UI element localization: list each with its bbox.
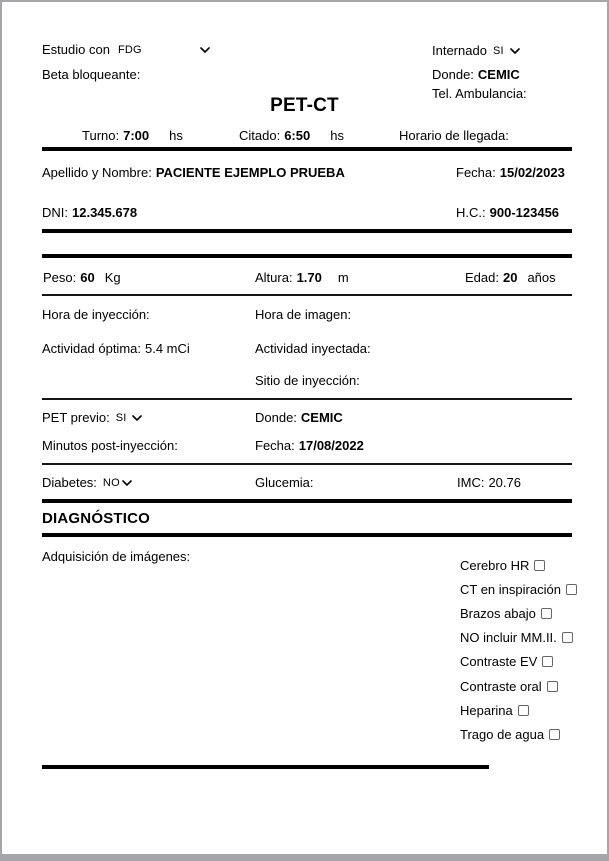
checkbox-label: Brazos abajo: [460, 605, 536, 621]
sitio-inyeccion-label: Sitio de inyección:: [255, 373, 360, 388]
hc-value: 900-123456: [489, 205, 560, 220]
hora-inyeccion-label: Hora de inyección:: [42, 307, 150, 322]
edad-field: [465, 270, 556, 285]
edad-value: 20: [502, 270, 518, 285]
altura-value: 1.70: [296, 270, 322, 285]
apellido-nombre-field: [42, 165, 345, 180]
divider: [42, 533, 572, 537]
donde-internado-field: [432, 67, 520, 82]
turno-unit: hs: [169, 128, 183, 143]
chevron-down-icon: [200, 47, 210, 53]
checkbox-label: Contraste EV: [460, 654, 538, 670]
checkbox-row: [460, 650, 577, 674]
altura-unit: m: [337, 270, 349, 285]
diagnostico-heading: DIAGNÓSTICO: [42, 510, 151, 527]
sitio-inyeccion-field: [255, 373, 360, 388]
tel-ambulancia-label: Tel. Ambulancia:: [432, 86, 527, 101]
donde-pet-previo-label: Donde:: [255, 410, 297, 425]
internado-field: [432, 43, 520, 58]
chevron-down-icon: [510, 48, 520, 54]
apellido-nombre-label: Apellido y Nombre:: [42, 165, 152, 180]
glucemia-label: Glucemia:: [255, 475, 314, 490]
page-title: PET-CT: [270, 95, 339, 116]
checkbox-label: Contraste oral: [460, 678, 542, 694]
checkbox-label: Trago de agua: [460, 726, 545, 742]
beta-bloqueante-label: Beta bloqueante:: [42, 67, 141, 82]
imc-label: IMC:: [457, 475, 485, 490]
pet-previo-select[interactable]: [116, 412, 143, 424]
checkbox-row: [460, 601, 577, 625]
imc-field: [457, 475, 521, 490]
chevron-down-icon: [122, 480, 132, 486]
altura-label: Altura:: [255, 270, 293, 285]
checkbox[interactable]: [562, 632, 573, 643]
actividad-inyectada-label: Actividad inyectada:: [255, 341, 371, 356]
divider: [42, 229, 572, 233]
turno-field: [82, 128, 183, 143]
checkbox[interactable]: [542, 656, 553, 667]
apellido-nombre-value: PACIENTE EJEMPLO PRUEBA: [155, 165, 345, 180]
chevron-down-icon: [132, 415, 142, 421]
divider: [42, 463, 572, 465]
checkbox-row: [460, 553, 577, 577]
checkbox[interactable]: [518, 705, 529, 716]
horario-llegada-label: Horario de llegada:: [399, 128, 509, 143]
hc-field: [456, 205, 559, 220]
actividad-optima-value: 5.4 mCi: [145, 341, 190, 356]
donde-label: Donde:: [432, 67, 474, 82]
diabetes-field: [42, 475, 132, 490]
fecha-value: 15/02/2023: [499, 165, 565, 180]
checkbox-row: [460, 577, 577, 601]
imc-value: 20.76: [488, 475, 521, 490]
fecha-label: Fecha:: [456, 165, 496, 180]
estudio-con-value: FDG: [117, 43, 142, 56]
hora-imagen-field: [255, 307, 351, 322]
image-options-checkbox-list: [460, 553, 577, 747]
actividad-inyectada-field: [255, 341, 371, 356]
hc-label: H.C.:: [456, 205, 486, 220]
checkbox-label: NO incluir MM.II.: [460, 630, 557, 646]
checkbox-label: CT en inspiración: [460, 581, 561, 597]
turno-value: 7:00: [123, 128, 150, 143]
divider: [42, 147, 572, 151]
minutos-post-inyeccion-field: [42, 438, 178, 453]
estudio-con-field: [42, 42, 210, 57]
peso-field: [43, 270, 121, 285]
checkbox-row: [460, 698, 577, 722]
fecha-field: [456, 165, 565, 180]
internado-select[interactable]: [493, 45, 520, 57]
peso-unit: Kg: [104, 270, 121, 285]
diabetes-label: Diabetes:: [42, 475, 97, 490]
internado-label: Internado: [432, 43, 487, 58]
checkbox-label: Cerebro HR: [460, 557, 530, 573]
actividad-optima-field: [42, 341, 190, 356]
adquisicion-imagenes-label: Adquisición de imágenes:: [42, 549, 191, 564]
checkbox-label: Heparina: [460, 702, 513, 718]
citado-unit: hs: [330, 128, 344, 143]
pet-previo-label: PET previo:: [42, 410, 110, 425]
actividad-optima-label: Actividad óptima:: [42, 341, 141, 356]
citado-value: 6:50: [284, 128, 311, 143]
pet-previo-value: SI: [115, 411, 127, 424]
checkbox[interactable]: [534, 560, 545, 571]
minutos-post-inyeccion-label: Minutos post-inyección:: [42, 438, 178, 453]
fecha-pet-previo-label: Fecha:: [255, 438, 295, 453]
adquisicion-imagenes-field: [42, 549, 190, 564]
diabetes-select[interactable]: [103, 477, 132, 489]
divider: [42, 765, 489, 769]
estudio-con-select[interactable]: [118, 44, 210, 56]
hora-inyeccion-field: [42, 307, 150, 322]
donde-value: CEMIC: [477, 67, 520, 82]
checkbox[interactable]: [541, 608, 552, 619]
internado-value: SI: [492, 44, 504, 57]
checkbox[interactable]: [547, 681, 558, 692]
glucemia-field: [255, 475, 314, 490]
dni-label: DNI:: [42, 205, 68, 220]
checkbox-row: [460, 722, 577, 746]
donde-pet-previo-value: CEMIC: [300, 410, 343, 425]
dni-value: 12.345.678: [72, 205, 138, 220]
horario-llegada-field: [399, 128, 509, 143]
beta-bloqueante-field: [42, 67, 140, 82]
checkbox-row: [460, 674, 577, 698]
divider: [42, 254, 572, 258]
turno-label: Turno:: [82, 128, 120, 143]
hora-imagen-label: Hora de imagen:: [255, 307, 352, 322]
peso-value: 60: [80, 270, 95, 285]
divider: [42, 499, 572, 503]
fecha-pet-previo-value: 17/08/2022: [298, 438, 364, 453]
peso-label: Peso:: [43, 270, 77, 285]
citado-field: [239, 128, 344, 143]
altura-field: [255, 270, 349, 285]
diabetes-value: NO: [102, 476, 120, 489]
edad-unit: años: [527, 270, 556, 285]
estudio-con-label: Estudio con: [42, 42, 110, 57]
edad-label: Edad:: [465, 270, 499, 285]
checkbox[interactable]: [549, 729, 560, 740]
divider: [42, 398, 572, 400]
divider: [42, 294, 572, 296]
checkbox[interactable]: [566, 584, 577, 595]
donde-pet-previo-field: [255, 410, 343, 425]
fecha-pet-previo-field: [255, 438, 364, 453]
citado-label: Citado:: [239, 128, 281, 143]
checkbox-row: [460, 626, 577, 650]
dni-field: [42, 205, 137, 220]
pet-previo-field: [42, 410, 142, 425]
